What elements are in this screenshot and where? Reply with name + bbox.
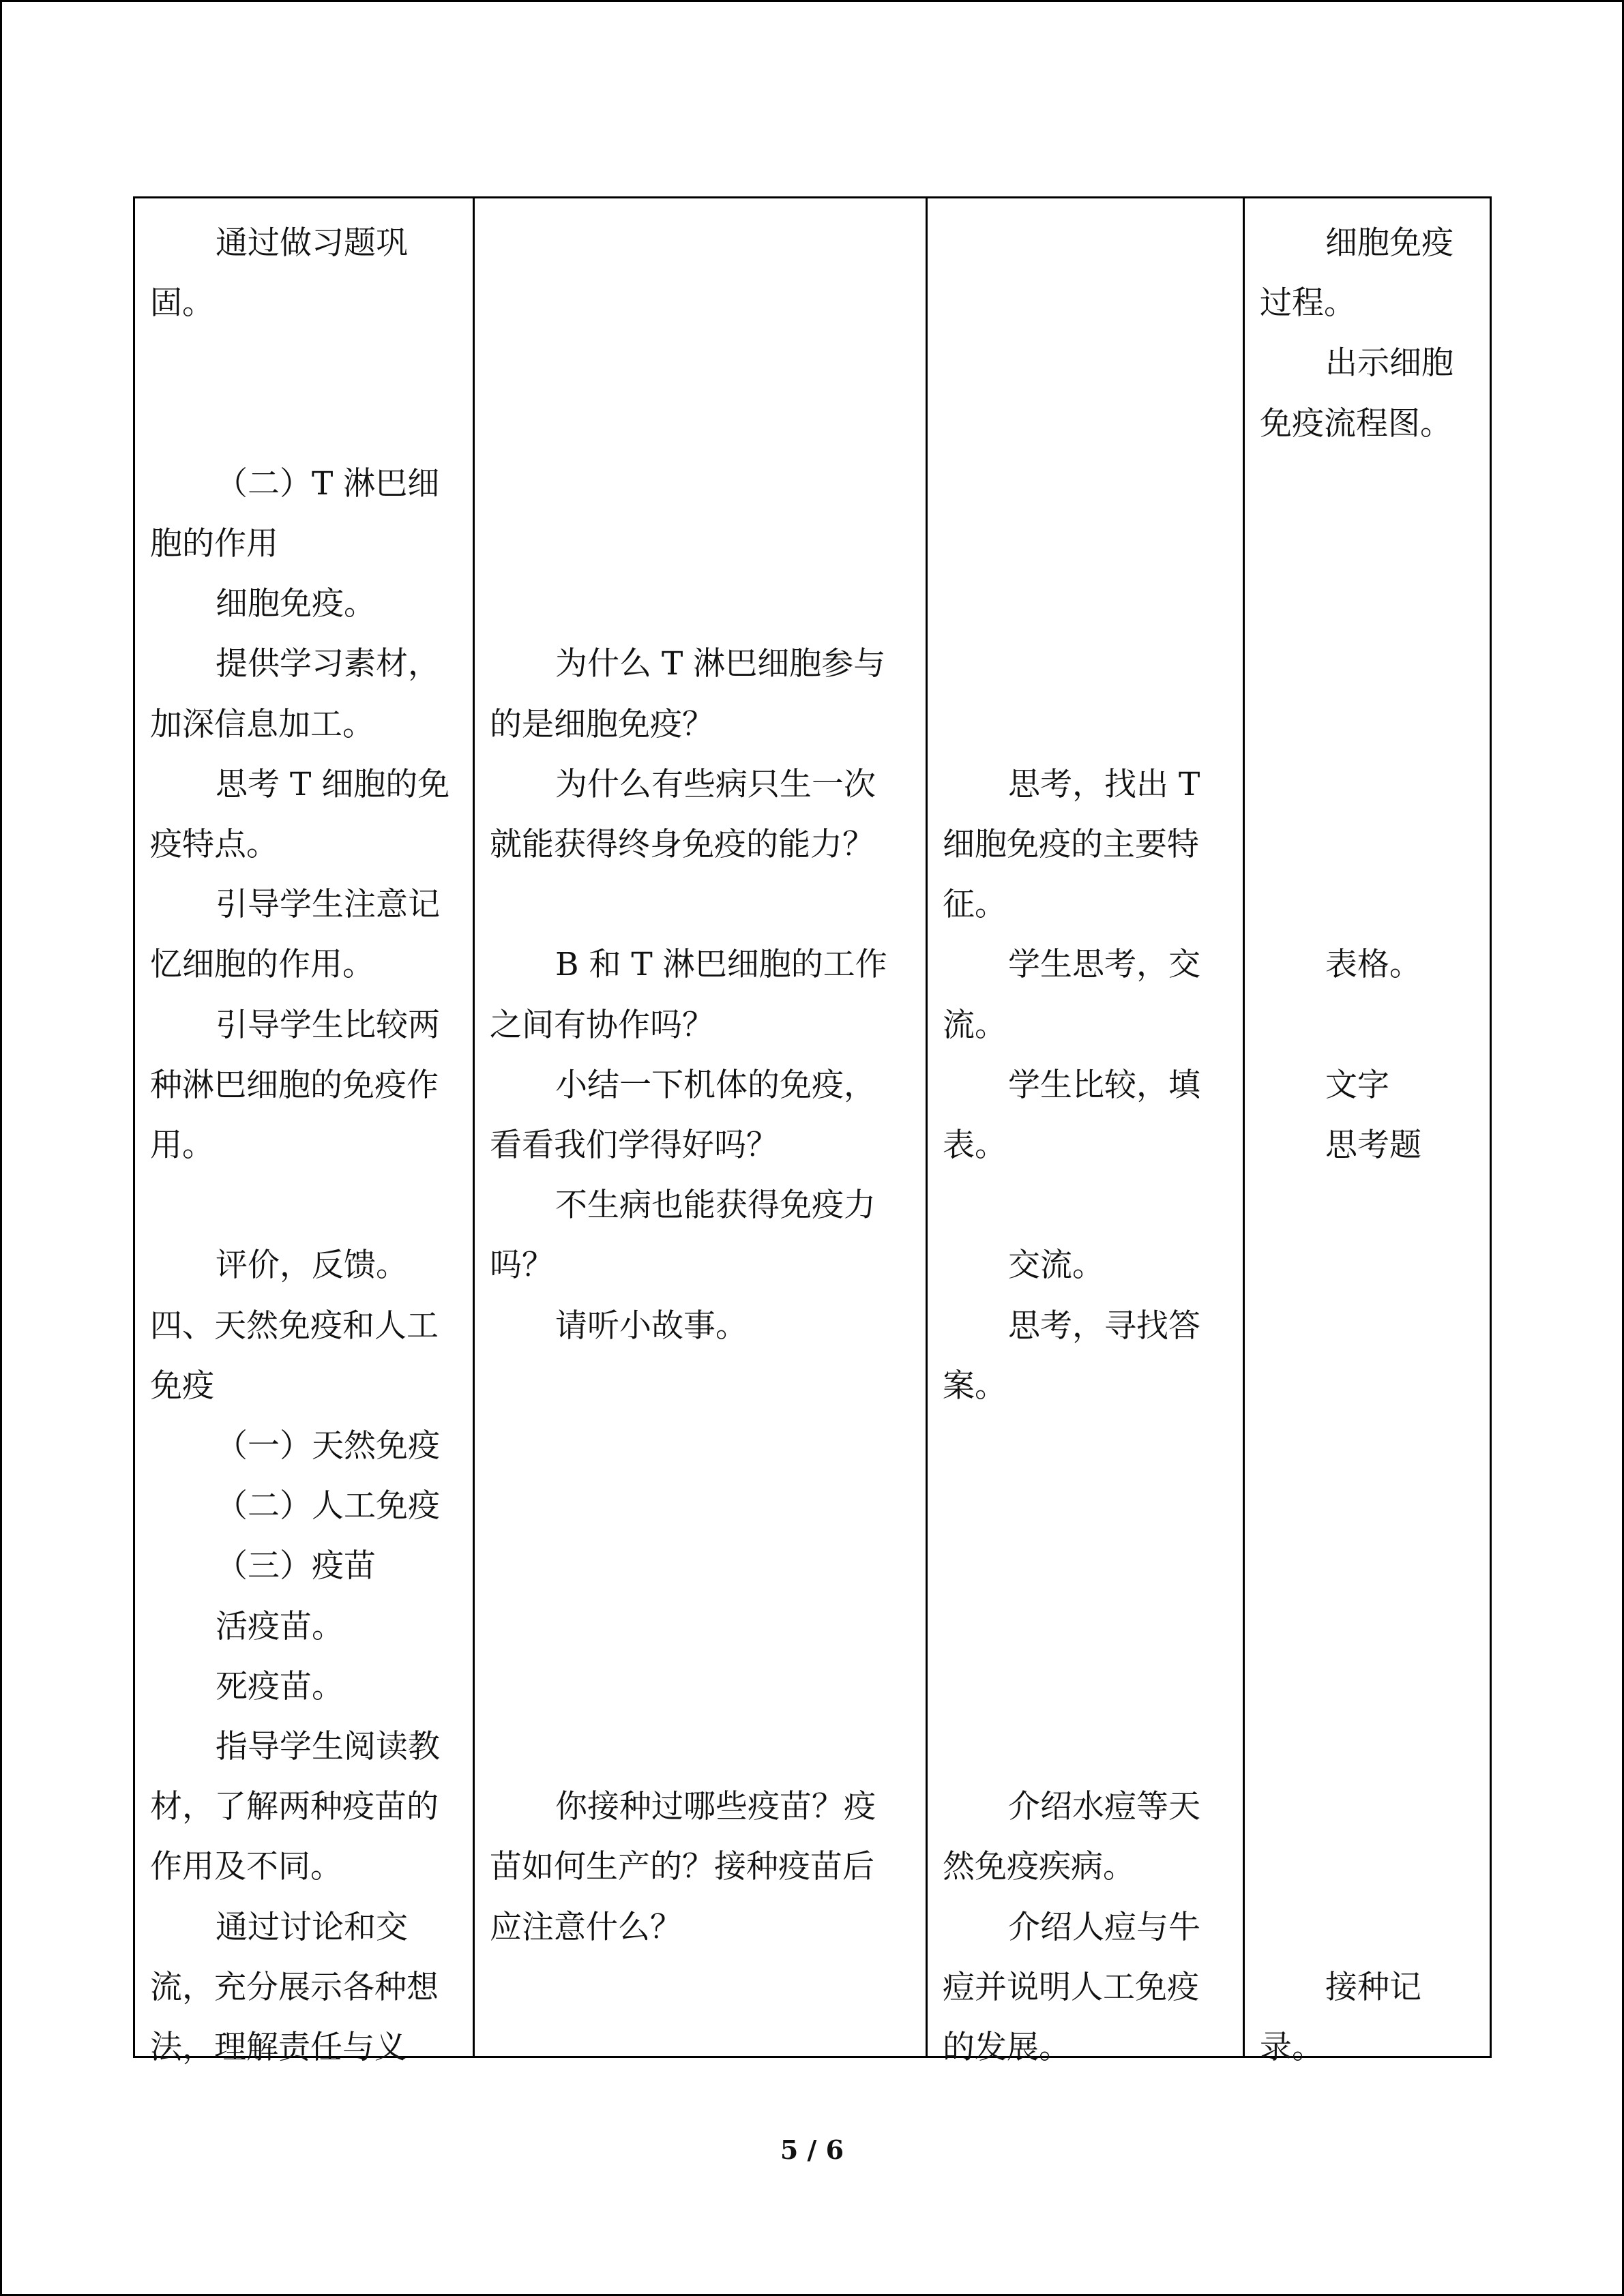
text-line: 四、天然免疫和人工 [150,1307,439,1345]
text-line: 之间有协作吗？ [490,1006,714,1044]
text-line: 思考，寻找答 [1008,1307,1200,1345]
text-line: 细胞免疫 [1325,224,1453,262]
text-line: 疫特点。 [150,826,278,863]
text-line: 提供学习素材， [216,645,440,683]
text-line: 细胞免疫。 [216,585,376,623]
page-number: 5 / 6 [780,2134,844,2165]
text-line: 忆细胞的作用。 [150,946,374,984]
text-line: B 和 T 淋巴细胞的工作 [555,946,887,984]
text-line: 请听小故事。 [555,1307,748,1345]
text-line: 活疫苗。 [216,1607,344,1645]
text-line: （二）人工免疫 [216,1487,440,1525]
text-line: 不生病也能获得免疫力 [555,1187,876,1225]
text-line: 固。 [150,284,214,323]
text-line: 材，了解两种疫苗的 [150,1788,439,1826]
text-line: 就能获得终身免疫的能力？ [490,826,874,863]
text-line: 评价，反馈。 [216,1247,408,1285]
text-line: 交流。 [1008,1247,1104,1285]
text-line: 种淋巴细胞的免疫作 [150,1066,439,1104]
text-line: 为什么 T 淋巴细胞参与 [555,645,886,683]
text-line: 通过讨论和交 [216,1908,408,1946]
text-line: 应注意什么？ [490,1908,682,1946]
text-line: 免疫流程图。 [1260,404,1452,443]
column-divider [1243,198,1245,2056]
text-line: 文字 [1325,1066,1389,1104]
text-line: 引导学生比较两 [216,1006,440,1044]
text-line: 学生比较，填 [1008,1066,1200,1104]
text-line: （三）疫苗 [216,1547,376,1585]
text-line: 痘并说明人工免疫 [943,1968,1199,2006]
text-line: 流，充分展示各种想 [150,1968,439,2006]
text-line: 思考题 [1325,1127,1421,1164]
text-line: 介绍水痘等天 [1008,1788,1200,1826]
text-line: 细胞免疫的主要特 [943,826,1199,863]
text-line: 看看我们学得好吗？ [490,1127,778,1164]
text-line: 出示细胞 [1325,344,1453,383]
column-divider [473,198,475,2056]
text-line: （一）天然免疫 [216,1427,440,1465]
text-line: 案。 [943,1367,1007,1405]
text-line: 录。 [1260,2029,1324,2066]
text-line: 的发展。 [943,2029,1071,2066]
text-line: 表格。 [1325,946,1421,984]
text-line: 通过做习题巩 [216,224,408,262]
text-line: 表。 [943,1127,1007,1164]
text-line: 然免疫疾病。 [943,1848,1135,1886]
text-line: 学生思考，交 [1008,946,1200,984]
text-line: 胞的作用 [150,525,278,563]
text-line: 死疫苗。 [216,1667,344,1705]
text-line: 过程。 [1260,284,1356,323]
text-line: （二）T 淋巴细 [216,464,440,503]
text-line: 吗？ [490,1247,554,1285]
text-line: 征。 [943,886,1007,924]
text-line: 免疫 [150,1367,214,1405]
text-line: 的是细胞免疫？ [490,705,714,743]
text-line: 接种记 [1325,1968,1421,2006]
text-line: 为什么有些病只生一次 [555,765,876,803]
lesson-plan-table [133,196,1492,2066]
text-line: 作用及不同。 [150,1848,342,1886]
text-line: 法，理解责任与义 [150,2029,407,2066]
text-line: 小结一下机体的免疫， [555,1066,876,1104]
text-line: 加深信息加工。 [150,705,374,743]
text-line: 流。 [943,1006,1007,1044]
text-line: 介绍人痘与牛 [1008,1908,1200,1946]
text-line: 你接种过哪些疫苗？疫 [555,1788,876,1826]
text-line: 思考，找出 T [1008,765,1200,803]
column-divider [926,198,928,2056]
text-line: 苗如何生产的？接种疫苗后 [490,1848,874,1886]
text-line: 引导学生注意记 [216,886,440,924]
text-line: 思考 T 细胞的免 [216,765,450,803]
text-line: 用。 [150,1127,214,1164]
text-line: 指导学生阅读教 [216,1728,440,1765]
